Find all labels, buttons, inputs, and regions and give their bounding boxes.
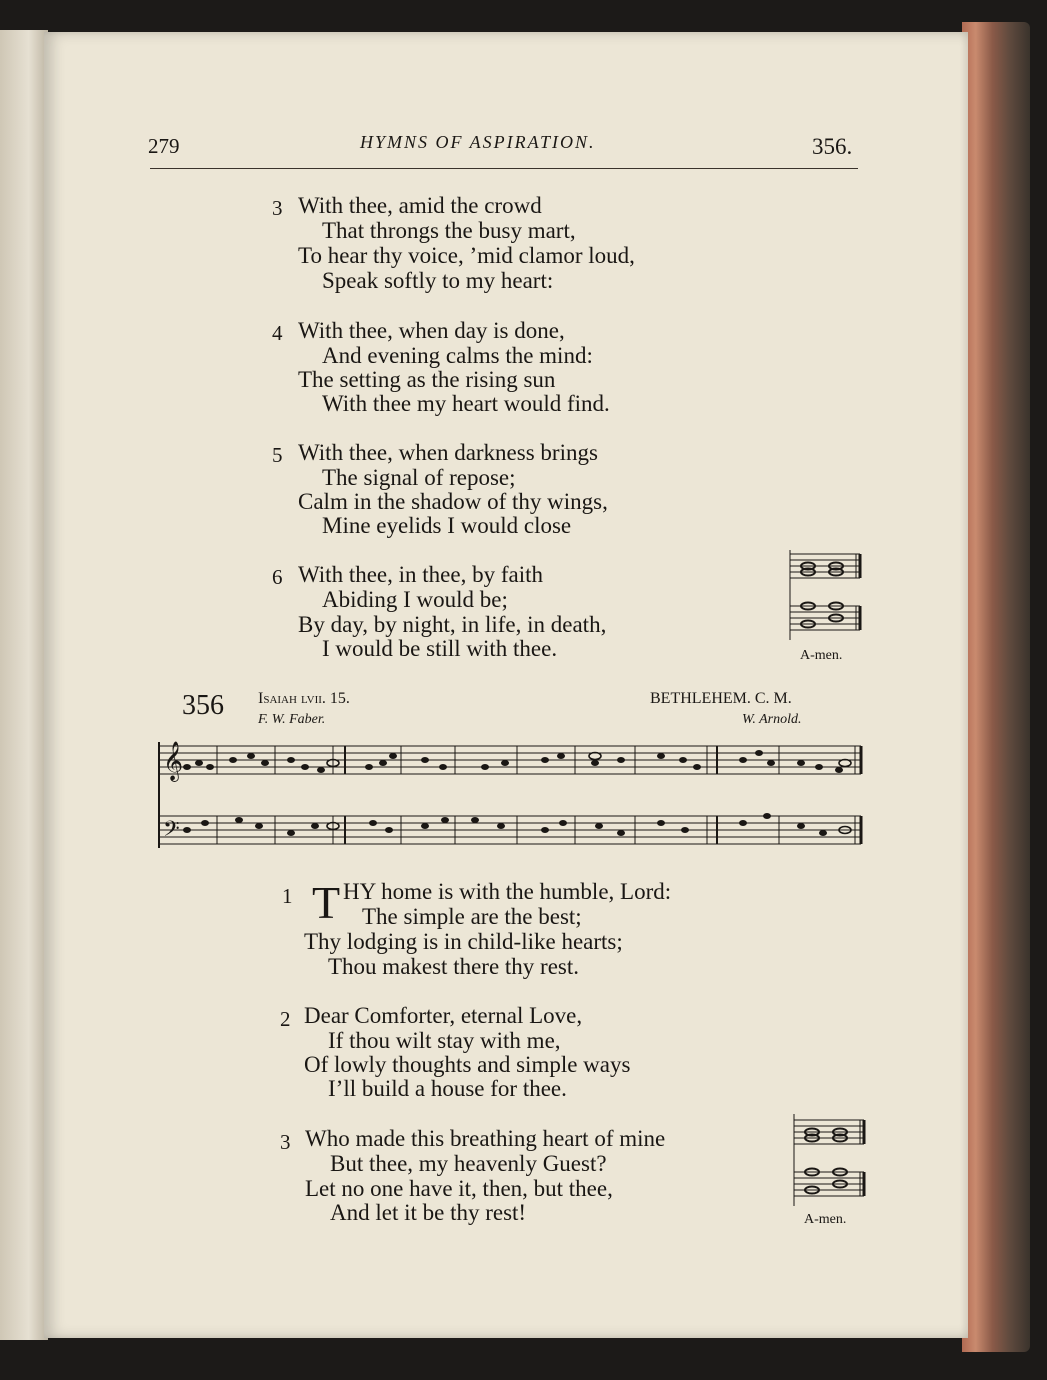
music-score: [155, 728, 865, 858]
verse-line: By day, by night, in life, in death,: [298, 612, 607, 637]
verse-line: And evening calms the mind:: [322, 343, 593, 368]
verse-line: Speak softly to my heart:: [322, 268, 554, 293]
composer: W. Arnold.: [742, 712, 802, 727]
hymn-number: 356: [182, 690, 224, 721]
book-left-page-edge: [0, 30, 48, 1340]
amen-notation: [788, 548, 864, 648]
verse-line: The simple are the best;: [362, 904, 582, 929]
stanza-number: 1: [282, 884, 293, 908]
hymn-marker: 356.: [812, 134, 853, 159]
verse-line: Thy lodging is in child-like hearts;: [304, 929, 623, 954]
verse-line: Abiding I would be;: [322, 587, 508, 612]
header-rule: [150, 168, 858, 169]
stanza-number: 4: [272, 321, 283, 345]
verse-line: The signal of repose;: [322, 465, 516, 490]
verse-line: To hear thy voice, ’mid clamor loud,: [298, 243, 635, 268]
verse-line: And let it be thy rest!: [330, 1200, 527, 1225]
verse-line: Calm in the shadow of thy wings,: [298, 489, 608, 514]
amen-label: A-men.: [800, 648, 843, 663]
verse-line: With thee, when darkness brings: [298, 440, 598, 465]
verse-line: Who made this breathing heart of mine: [305, 1126, 666, 1151]
verse-line: Thou makest there thy rest.: [328, 954, 580, 979]
verse-line: With thee my heart would find.: [322, 391, 610, 416]
amen-label: A-men.: [804, 1212, 847, 1227]
verse-line: Dear Comforter, eternal Love,: [304, 1003, 583, 1028]
verse-line: With thee, when day is done,: [298, 318, 565, 343]
author: F. W. Faber.: [258, 712, 326, 727]
running-title: HYMNS OF ASPIRATION.: [360, 132, 596, 152]
verse-line: With thee, in thee, by faith: [298, 562, 543, 587]
treble-clef-icon: 𝄞: [163, 741, 184, 781]
verse-line: With thee, amid the crowd: [298, 193, 542, 218]
stanza-number: 5: [272, 443, 283, 467]
book-cover-edge: [962, 22, 1030, 1352]
amen-notation: [792, 1112, 868, 1212]
bass-clef-icon: 𝄢: [163, 817, 180, 847]
tune-name: BETHLEHEM. C. M.: [650, 690, 792, 707]
verse-line: I’ll build a house for thee.: [328, 1076, 567, 1101]
stanza-number: 2: [280, 1007, 291, 1031]
verse-line: Of lowly thoughts and simple ways: [304, 1052, 631, 1077]
stanza-number: 3: [272, 196, 283, 220]
verse-line: Let no one have it, then, but thee,: [305, 1176, 613, 1201]
page-number: 279: [148, 134, 180, 158]
stanza-number: 3: [280, 1130, 291, 1154]
verse-line: That throngs the busy mart,: [322, 218, 576, 243]
verse-line: The setting as the rising sun: [298, 367, 556, 392]
verse-line: HY home is with the humble, Lord:: [343, 879, 672, 904]
verse-line: If thou wilt stay with me,: [328, 1028, 561, 1053]
stanza-number: 6: [272, 565, 283, 589]
verse-line: But thee, my heavenly Guest?: [330, 1151, 607, 1176]
verse-line: I would be still with thee.: [322, 636, 558, 661]
drop-cap: T: [312, 877, 341, 928]
verse-line: Mine eyelids I would close: [322, 513, 572, 538]
scripture-reference: Isaiah lvii. 15.: [258, 690, 350, 707]
